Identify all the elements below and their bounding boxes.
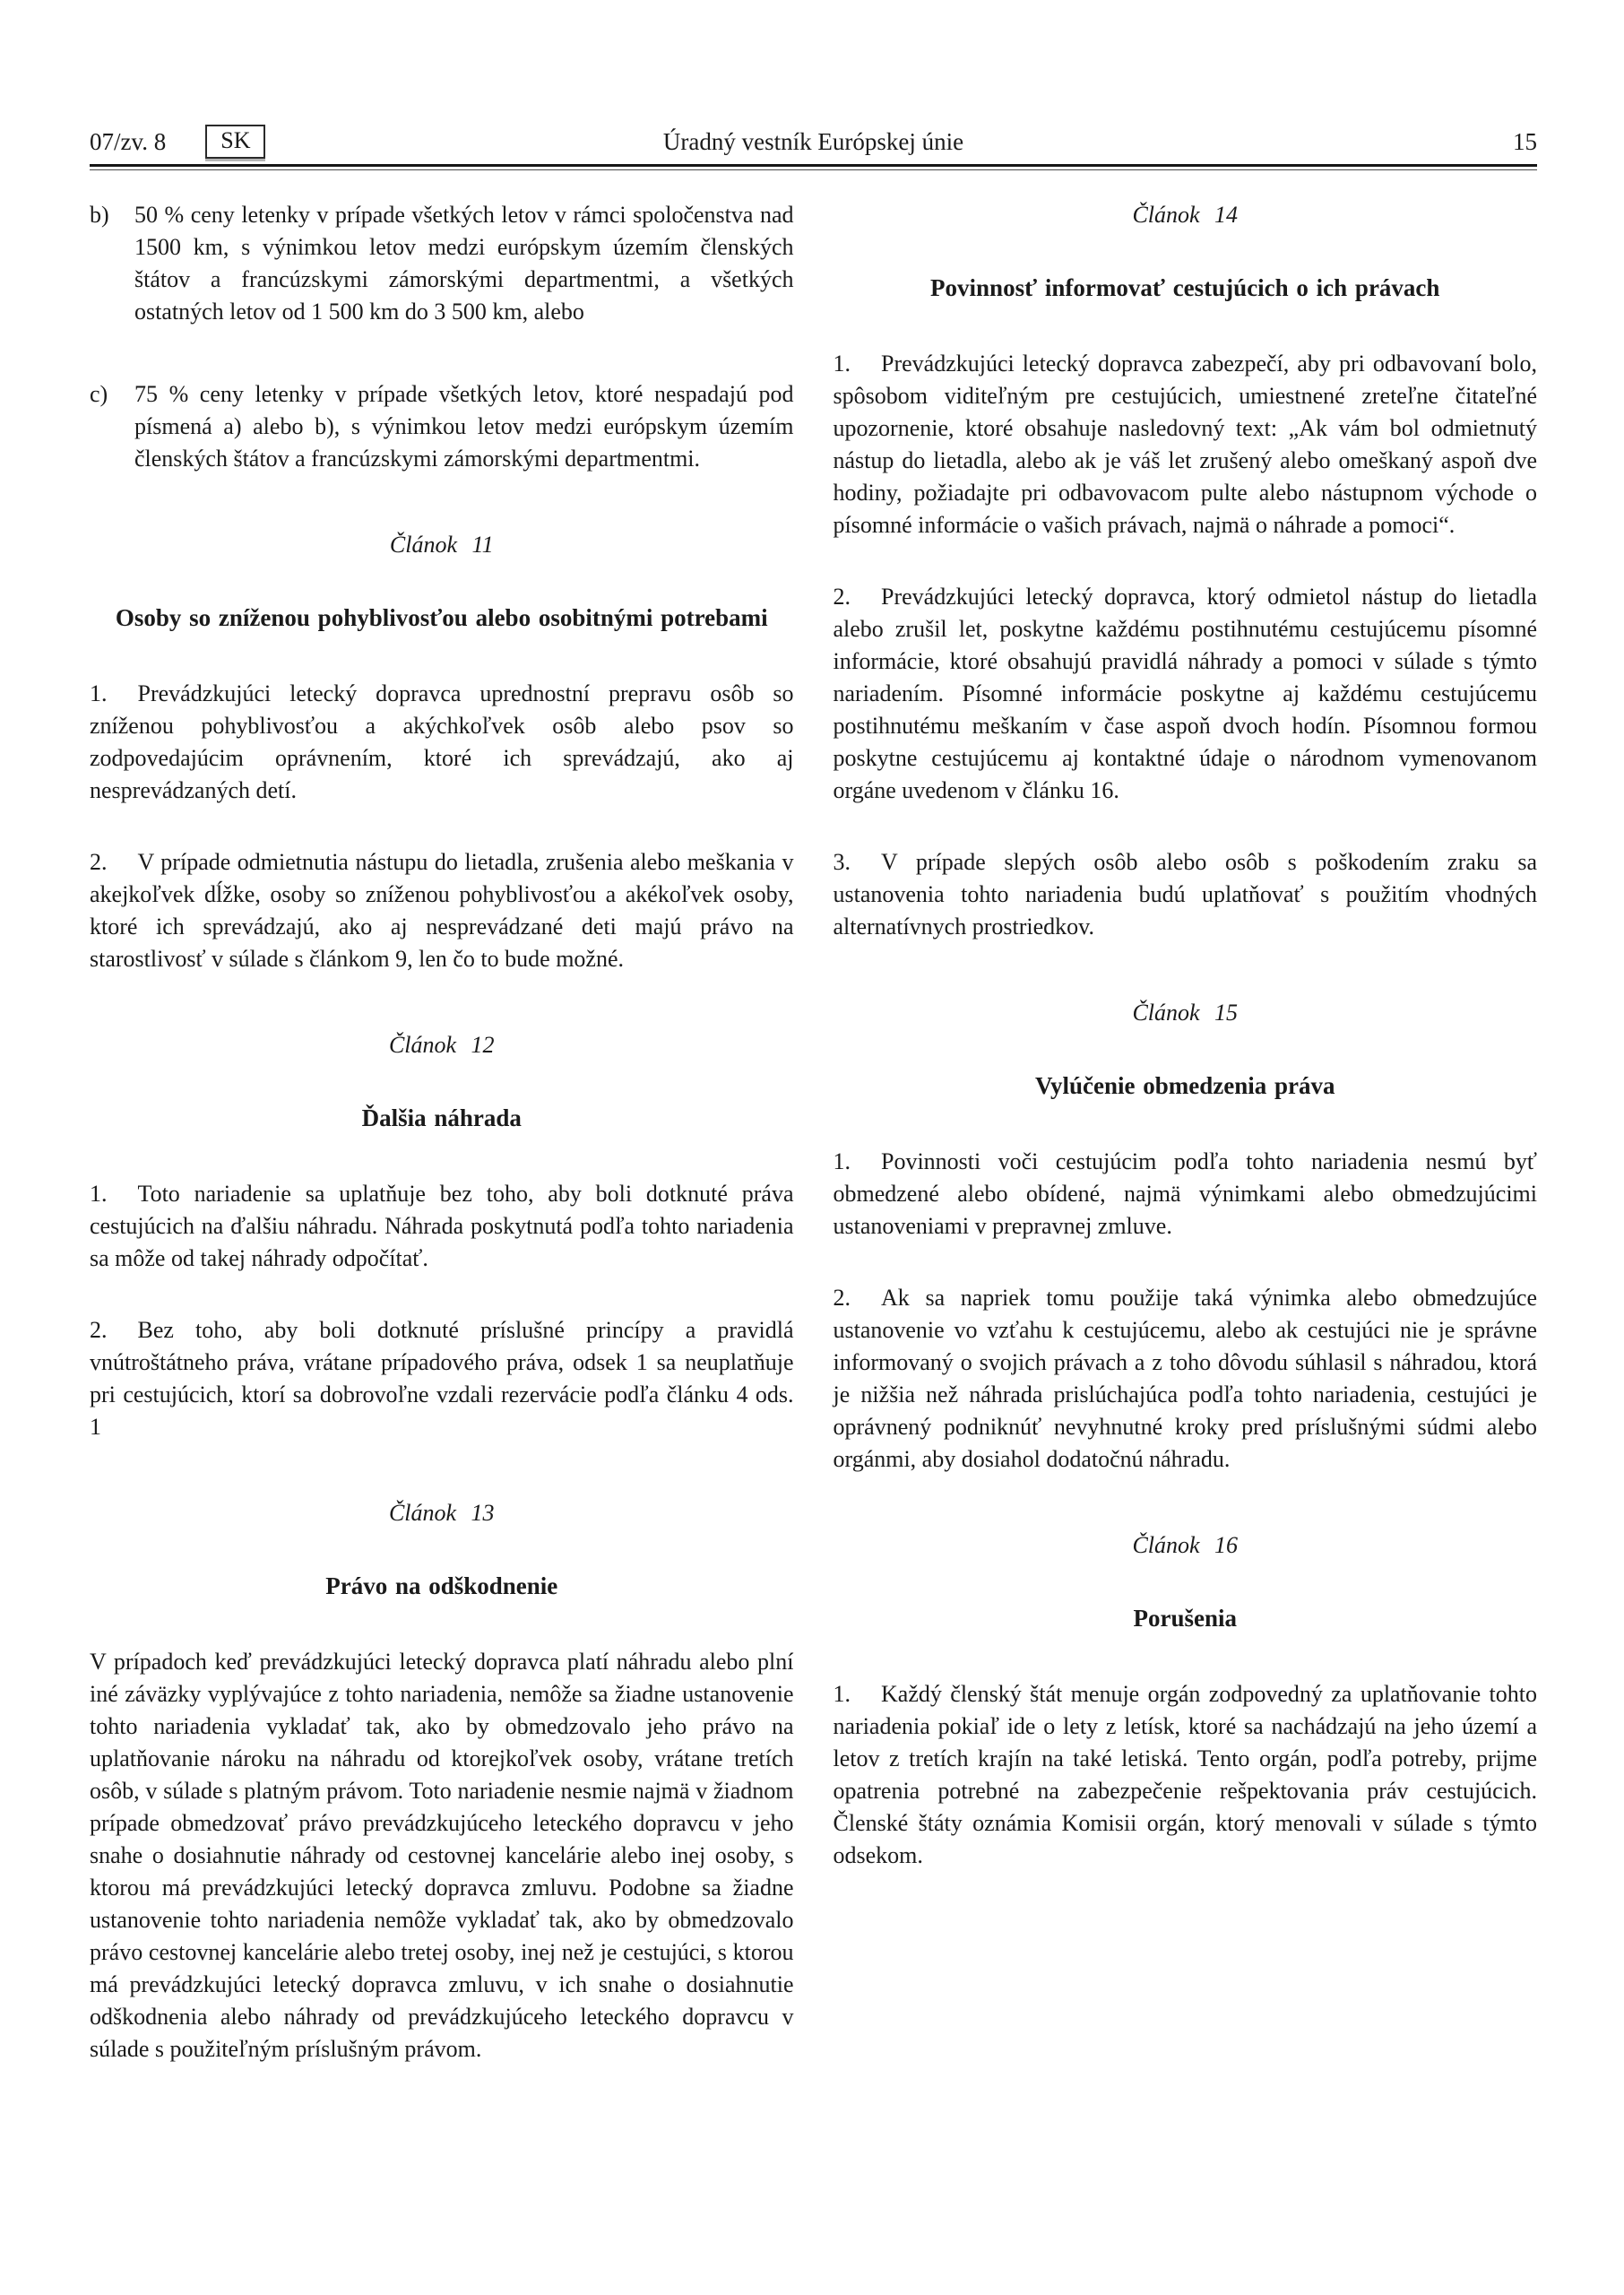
article-heading: Článok 11 bbox=[389, 532, 494, 558]
list-item bbox=[90, 378, 794, 475]
left-column bbox=[90, 199, 794, 2105]
paragraph-text: Bez toho, aby boli dotknuté príslušné princípy a pravidlá vnútroštátneho práva, vrátane prípadového práva, odsek 1 sa neuplatňuje pri cestujúcich, ktorí sa dobrovoľne vzdali rezervácie podľa článku 4 ods. 1 bbox=[90, 1317, 794, 1440]
numbered-paragraph bbox=[834, 581, 1538, 807]
numbered-paragraph bbox=[90, 1178, 794, 1275]
header-left-group bbox=[90, 125, 265, 159]
section-title: Vylúčenie obmedzenia práva bbox=[1035, 1072, 1335, 1099]
numbered-paragraph bbox=[834, 1678, 1538, 1872]
paragraph-text: Prevádzkujúci letecký dopravca zabezpečí, aby pri odbavovaní bolo, spôsobom viditeľným pre cestujúcich, umiestnené zreteľne čitateľné upozornenie, ktoré obsahuje nasledovný text: „Ak vám bol odmietnutý nástup do lietadla, alebo ak je váš let zrušený alebo omeškaný aspoň dve hodiny, požiadajte pri odbavovacom pulte alebo nástupnom východe o písomné informácie o vašich právach, najmä o náhrade a pomoci“. bbox=[833, 351, 1537, 538]
page-header bbox=[90, 124, 1537, 160]
paragraph-number: 2. bbox=[90, 849, 108, 875]
numbered-paragraph bbox=[834, 348, 1538, 541]
journal-title: Úradný vestník Európskej únie bbox=[662, 127, 964, 155]
right-column bbox=[834, 199, 1538, 2105]
paragraph-text: V prípade odmietnutia nástupu do lietadla, zrušenia alebo meškania v akejkoľvek dĺžke, osoby so zníženou pohyblivosťou a akékoľvek osoby, ktoré ich sprevádzajú, ako aj nesprevádzané deti majú právo na starostlivosť v súlade s článkom 9, len čo to bude možné. bbox=[90, 849, 794, 972]
paragraph-text: Ak sa napriek tomu použije taká výnimka alebo obmedzujúce ustanovenie vo vzťahu k cestujúcemu, alebo ak cestujúci nie je správne informovaný o svojich právach a z toho dôvodu súhlasil s náhradou, ktorá je nižšia než náhrada prislúchajúca podľa tohto nariadenia, cestujúci je oprávnený podniknúť nevyhnutné kroky pred príslušnými súdmi alebo orgánmi, aby dosiahol dodatočnú náhradu. bbox=[833, 1285, 1537, 1472]
article-heading: Článok 14 bbox=[1132, 202, 1239, 228]
numbered-paragraph bbox=[834, 846, 1538, 943]
paragraph-text: Povinnosti voči cestujúcim podľa tohto nariadenia nesmú byť obmedzené alebo obídené, najmä výnimkami alebo obmedzujúcimi ustanoveniami v prepravnej zmluve. bbox=[833, 1148, 1537, 1239]
section-title: Právo na odškodnenie bbox=[325, 1572, 558, 1599]
paragraph-number: 1. bbox=[833, 1681, 851, 1707]
paragraph-number: 1. bbox=[90, 1181, 108, 1207]
list-item-text: 50 % ceny letenky v prípade všetkých letov v rámci spoločenstva nad 1500 km, s výnimkou letov medzi európskym územím členských štátov a francúzskymi zámorskými departmentmi, a všetkých ostatných letov od 1 500 km do 3 500 km, alebo bbox=[134, 202, 794, 325]
section-title: Povinnosť informovať cestujúcich o ich právach bbox=[930, 274, 1440, 301]
paragraph-number: 1. bbox=[833, 1148, 851, 1174]
paragraph-text: Prevádzkujúci letecký dopravca uprednostní prepravu osôb so zníženou pohyblivosťou a akýchkoľvek osôb alebo psov so zodpovedajúcim oprávnením, ktoré ich sprevádzajú, ako aj nesprevádzaných detí. bbox=[90, 680, 794, 803]
article-heading: Článok 16 bbox=[1132, 1532, 1239, 1558]
paragraph-text: Prevádzkujúci letecký dopravca, ktorý odmietol nástup do lietadla alebo zrušil let, poskytne každému postihnutému cestujúcemu písomné informácie, ktoré obsahujú pravidlá náhrady a pomoci v súlade s týmto nariadením. Písomné informácie poskytne aj každému cestujúcemu postihnutému meškaním v čase aspoň dvoch hodín. Písomnou formou poskytne cestujúcemu aj kontaktné údaje o národnom vymenovanom orgáne uvedenom v článku 16. bbox=[833, 584, 1537, 803]
list-item bbox=[90, 199, 794, 328]
section-title: Porušenia bbox=[1133, 1605, 1237, 1632]
numbered-paragraph bbox=[834, 1282, 1538, 1476]
section-title: Osoby so zníženou pohyblivosťou alebo osobitnými potrebami bbox=[115, 604, 768, 631]
numbered-paragraph bbox=[90, 678, 794, 807]
paragraph-number: 1. bbox=[90, 680, 108, 706]
numbered-paragraph bbox=[90, 846, 794, 975]
paragraph-number: 3. bbox=[833, 849, 851, 875]
paragraph-number: 1. bbox=[833, 351, 851, 377]
paragraph-number: 2. bbox=[833, 1285, 851, 1311]
paragraph: V prípadoch keď prevádzkujúci letecký dopravca platí náhradu alebo plní iné záväzky vyplývajúce z tohto nariadenia, nemôže sa žiadne ustanovenie tohto nariadenia vykladať tak, ako by obmedzovalo jeho právo na uplatňovanie nároku na náhradu od ktorejkoľvek osoby, vrátane tretích osôb, v súlade s platným právom. Toto nariadenie nesmie najmä v žiadnom prípade obmedzovať právo prevádzkujúceho leteckého dopravcu v jeho snahe o dosiahnutie náhrady od cestovnej kancelárie alebo inej osoby, s ktorou má prevádzkujúci letecký dopravca zmluvu. Podobne sa žiadne ustanovenie tohto nariadenia nemôže vykladať tak, ako by obmedzovalo právo cestovnej kancelárie alebo tretej osoby, inej než je cestujúci, s ktorou má prevádzkujúci letecký dopravca zmluvu, v ich snahe o dosiahnutie odškodnenia alebo náhrady od prevádzkujúceho leteckého dopravcu v súlade s použiteľným príslušným právom. bbox=[90, 1649, 794, 2062]
numbered-paragraph bbox=[834, 1146, 1538, 1243]
page-number: 15 bbox=[1513, 127, 1537, 155]
paragraph-number: 2. bbox=[90, 1317, 108, 1343]
header-rule bbox=[90, 164, 1537, 170]
section-title: Ďalšia náhrada bbox=[361, 1104, 522, 1131]
list-item-text: 75 % ceny letenky v prípade všetkých letov, ktoré nespadajú pod písmená a) alebo b), s výnimkou letov medzi európskym územím členských štátov a francúzskymi zámorskými departmentmi. bbox=[134, 381, 794, 472]
paragraph-text: V prípade slepých osôb alebo osôb s poškodením zraku sa ustanovenia tohto nariadenia budú uplatňovať s použitím vhodných alternatívnych prostriedkov. bbox=[833, 849, 1537, 940]
list-marker: c) bbox=[90, 381, 108, 407]
numbered-paragraph bbox=[90, 1314, 794, 1443]
language-badge: SK bbox=[205, 125, 265, 159]
issue-number: 07/zv. 8 bbox=[90, 127, 167, 155]
list-marker: b) bbox=[90, 202, 109, 228]
article-heading: Článok 12 bbox=[388, 1032, 495, 1058]
article-heading: Článok 15 bbox=[1132, 1000, 1239, 1026]
paragraph-text: Toto nariadenie sa uplatňuje bez toho, aby boli dotknuté práva cestujúcich na ďalšiu náhradu. Náhrada poskytnutá podľa tohto nariadenia sa môže od takej náhrady odpočítať. bbox=[90, 1181, 794, 1271]
article-heading: Článok 13 bbox=[388, 1500, 495, 1526]
page-content bbox=[90, 199, 1537, 2105]
paragraph-number: 2. bbox=[833, 584, 851, 610]
paragraph-text: Každý členský štát menuje orgán zodpovedný za uplatňovanie tohto nariadenia pokiaľ ide o lety z letísk, ktoré sa nachádzajú na jeho území a letov z tretích krajín na také letiská. Tento orgán, podľa potreby, prijme opatrenia potrebné na zabezpečenie rešpektovania práv cestujúcich. Členské štáty oznámia Komisii orgán, ktorý menovali v súlade s týmto odsekom. bbox=[833, 1681, 1537, 1868]
